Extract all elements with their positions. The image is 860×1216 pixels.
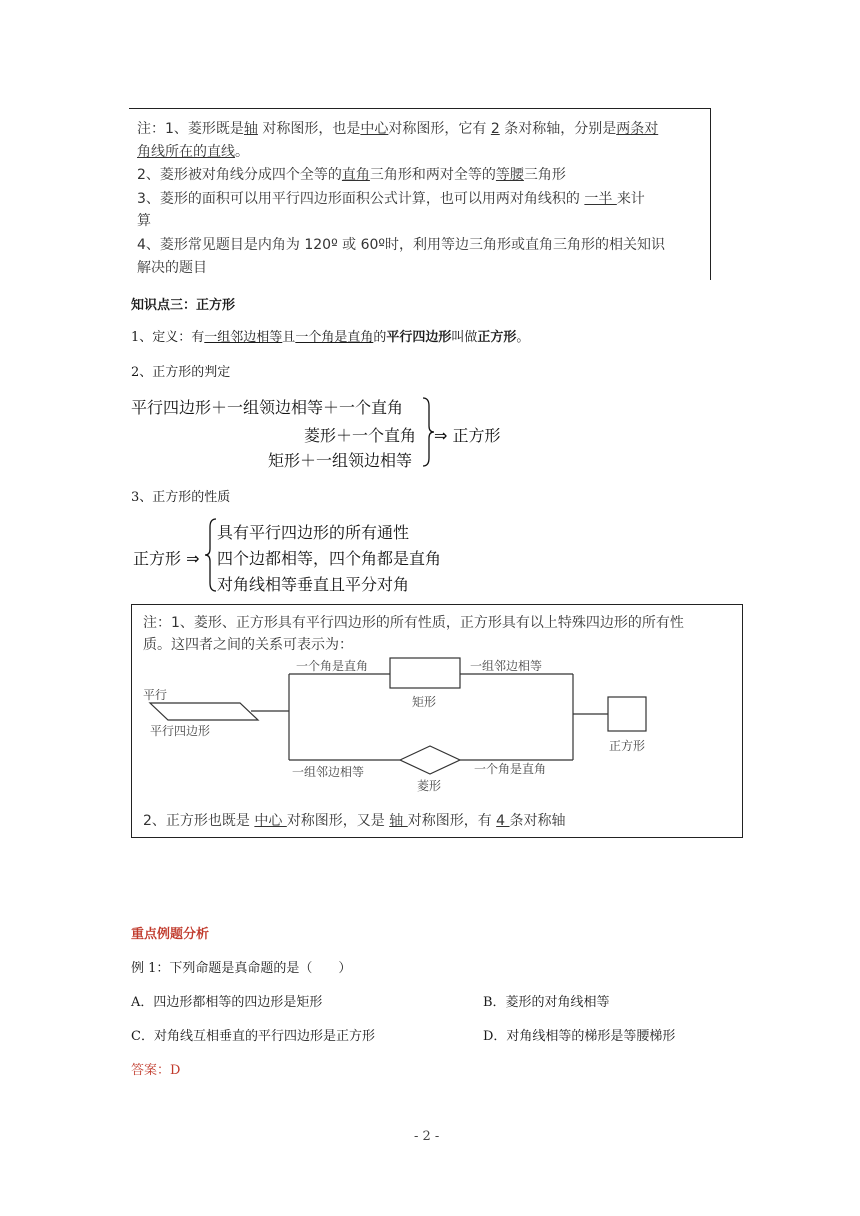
option-c: C．对角线互相垂直的平行四边形是正方形 [131, 1029, 375, 1044]
label-top-right: 一组邻边相等 [470, 659, 543, 673]
parallelogram-shape [150, 703, 258, 720]
note2-line2: 质。这四者之间的关系可表示为： [143, 637, 353, 653]
label-parallel: 平行 [143, 688, 168, 702]
note2-line3 [143, 810, 566, 830]
judge-result: ⇒ 正方形 [434, 426, 501, 445]
label-rhombus: 菱形 [417, 779, 442, 793]
rectangle-shape [390, 658, 460, 688]
text: 对称图形，有 [407, 813, 497, 829]
kp3-prop-title: 3、正方形的性质 [131, 490, 231, 505]
text: 1、定义：有 [131, 330, 205, 345]
judge-line-1: 平行四边形＋一组领边相等＋一个直角 [131, 398, 404, 417]
text: 叫做 [451, 330, 478, 345]
text: 正方形 [477, 330, 517, 345]
examples-heading: 重点例题分析 [131, 927, 210, 942]
text: 。 [235, 144, 249, 160]
text: 对称图形，又是 [286, 813, 390, 829]
right-brace-icon [421, 396, 435, 468]
prop-line-3: 对角线相等垂直且平分对角 [217, 575, 410, 594]
label-top-left: 一个角是直角 [296, 659, 369, 673]
option-a: A．四边形都相等的四边形是矩形 [131, 995, 323, 1010]
top-rule [129, 108, 711, 109]
text: 一半 [584, 191, 617, 207]
right-rule [710, 108, 711, 280]
text: 平行四边形 [386, 330, 452, 345]
page-number: - 2 - [414, 1129, 440, 1144]
label-parallelogram: 平行四边形 [150, 724, 211, 738]
left-brace-icon [204, 517, 218, 593]
prop-line-1: 具有平行四边形的所有通性 [217, 523, 410, 542]
label-bottom-left: 一组邻边相等 [292, 765, 365, 779]
text: 2、正方形也既是 [143, 813, 255, 829]
text: 对称图形，也是 [257, 121, 361, 137]
note1-line5: 算 [137, 213, 151, 229]
text: 条对称轴 [509, 813, 566, 829]
text: 条对称轴，分别是 [499, 121, 617, 137]
text: 注：1、菱形既是 [137, 121, 244, 137]
text: 两条对 [616, 121, 659, 137]
text: 的 [373, 330, 387, 345]
text: 等腰 [495, 167, 524, 183]
text: 一个角是直角 [295, 330, 374, 345]
option-d: D．对角线相等的梯形是等腰梯形 [483, 1029, 676, 1044]
text: 来计 [616, 191, 645, 207]
prop-line-2: 四个边都相等，四个角都是直角 [217, 549, 442, 568]
text: 4 [496, 813, 510, 829]
text: 2 [490, 121, 500, 137]
label-bottom-right: 一个角是直角 [474, 762, 547, 776]
text: 2、菱形被对角线分成四个全等的 [137, 167, 342, 183]
note2-line1: 注：1、菱形、正方形具有平行四边形的所有性质，正方形具有以上特殊四边形的所有性 [143, 615, 684, 631]
text: 轴 [389, 813, 408, 829]
text: 一组邻边相等 [204, 330, 283, 345]
note1-line4 [137, 188, 645, 208]
example-1-question: 例 1：下列命题是真命题的是（ ） [131, 961, 352, 976]
text: 对称图形，它有 [388, 121, 491, 137]
text: 3、菱形的面积可以用平行四边形面积公式计算，也可以用两对角线积的 [137, 191, 585, 207]
text: 中心 [360, 121, 389, 137]
label-square: 正方形 [609, 739, 646, 753]
kp3-judge-title: 2、正方形的判定 [131, 365, 231, 380]
label-rectangle: 矩形 [412, 695, 437, 709]
note1-line2 [137, 141, 249, 161]
text: 三角形 [523, 167, 566, 183]
text: 轴 [243, 121, 258, 137]
judge-line-2: 菱形＋一个直角 [304, 426, 417, 445]
kp3-definition [131, 326, 529, 345]
kp3-heading: 知识点三：正方形 [131, 298, 236, 313]
text: 直角 [341, 167, 370, 183]
note1-line7: 解决的题目 [137, 260, 207, 276]
note1-line1 [137, 118, 658, 138]
square-shape [608, 697, 646, 731]
option-b: B．菱形的对角线相等 [483, 995, 610, 1010]
text: 且 [282, 330, 296, 345]
note1-line3 [137, 164, 566, 184]
text: 中心 [254, 813, 287, 829]
answer: 答案：D [131, 1063, 181, 1078]
prop-lead: 正方形 ⇒ [133, 549, 200, 568]
text: 三角形和两对全等的 [369, 167, 496, 183]
judge-line-3: 矩形＋一组领边相等 [268, 451, 413, 470]
note1-line6: 4、菱形常见题目是内角为 120º 或 60º时，利用等边三角形或直角三角形的相关知识 [137, 237, 665, 253]
text: 。 [516, 330, 530, 345]
rhombus-shape [400, 746, 460, 774]
text: 角线所在的直线 [137, 144, 235, 160]
